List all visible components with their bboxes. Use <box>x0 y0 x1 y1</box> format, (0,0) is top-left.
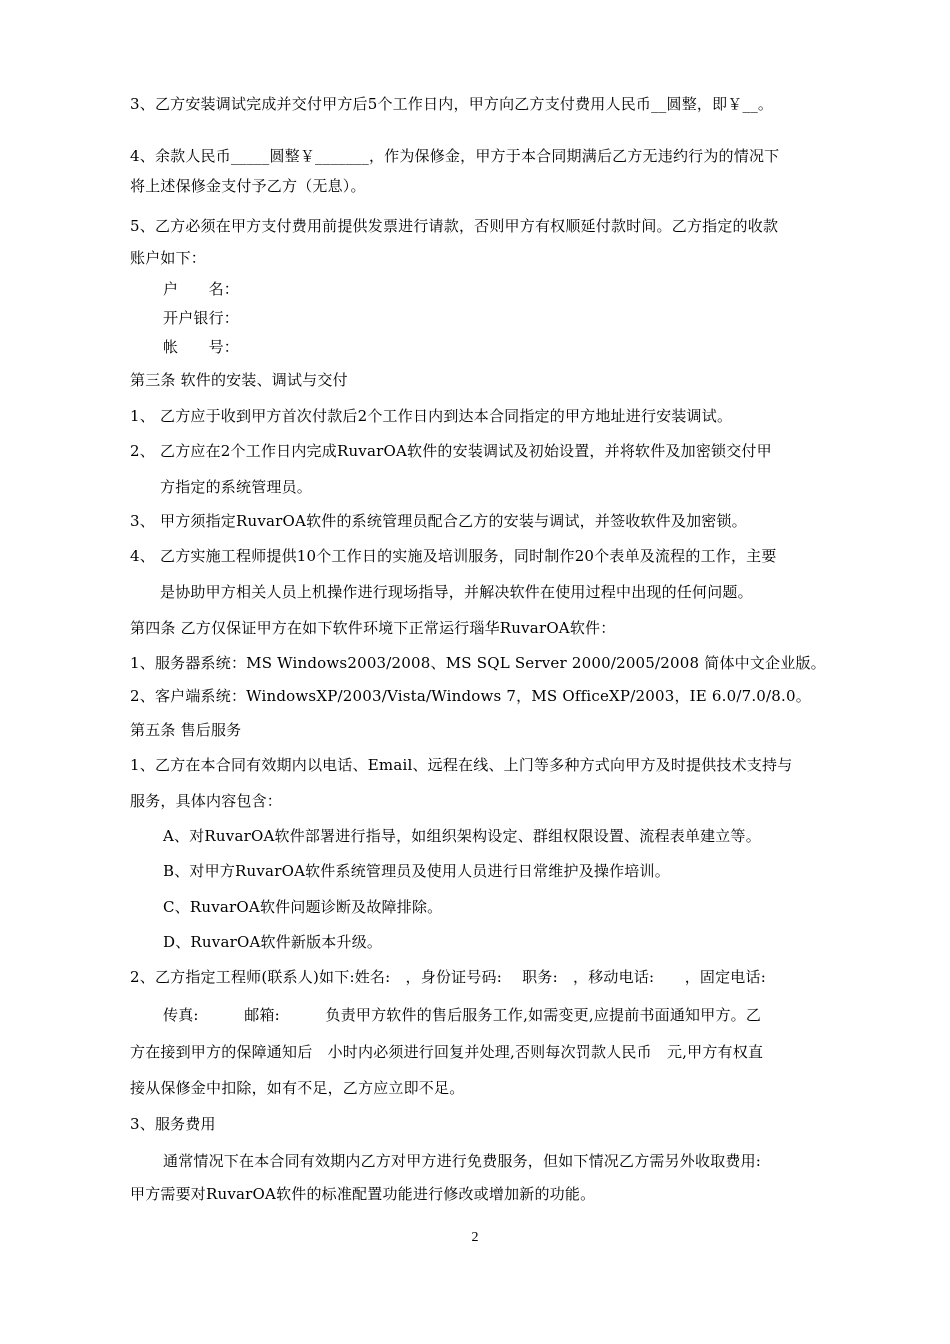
list-text: 乙方应在2个工作日内完成RuvarOA软件的安装调试及初始设置，并将软件及加密锁交付甲 <box>160 442 772 460</box>
article-5-item-1-line2: 服务，具体内容包含： <box>130 792 283 810</box>
account-bank-label: 开户银行： <box>163 309 240 327</box>
service-item-d: D、RuvarOA软件新版本升级。 <box>163 933 383 951</box>
article-5-item-2-line4: 接从保修金中扣除，如有不足，乙方应立即不足。 <box>130 1079 465 1097</box>
article-5-item-1-line1: 1、乙方在本合同有效期内以电话、Email、远程在线、上门等多种方式向甲方及时提供技术支持与 <box>130 756 793 774</box>
service-fee-title: 3、服务费用 <box>130 1115 216 1133</box>
article-4-title: 第四条 乙方仅保证甲方在如下软件环境下正常运行瑙华RuvarOA软件： <box>130 619 616 637</box>
list-number: 2、 <box>130 442 155 460</box>
article-5-item-2-line1: 2、乙方指定工程师(联系人)如下:姓名: ，身份证号码: 职务: ，移动电话: ，固定电话: <box>130 968 766 986</box>
payment-item-4-line1: 4、余款人民币_____圆整￥_______，作为保修金，甲方于本合同期满后乙方无违约行为的情况下 <box>130 147 780 165</box>
list-text: 甲方须指定RuvarOA软件的系统管理员配合乙方的安装与调试，并签收软件及加密锁。 <box>160 512 747 530</box>
payment-item-4-line2: 将上述保修金支付予乙方（无息）。 <box>130 177 366 195</box>
article-5-item-2-line3: 方在接到甲方的保障通知后 小时内必须进行回复并处理,否则每次罚款人民币 元,甲方有权直 <box>130 1043 764 1061</box>
article-4-item-1: 1、服务器系统：MS Windows2003/2008、MS SQL Server 2000/2005/2008 简体中文企业版。 <box>130 654 826 672</box>
article-3-item-3 <box>130 511 747 531</box>
article-3-item-1 <box>130 406 732 426</box>
article-3-title: 第三条 软件的安装、调试与交付 <box>130 371 348 389</box>
page-number: 2 <box>471 1230 479 1245</box>
article-3-item-4-continued: 是协助甲方相关人员上机操作进行现场指导，并解决软件在使用过程中出现的任何问题。 <box>160 583 753 601</box>
list-text: 乙方应于收到甲方首次付款后2个工作日内到达本合同指定的甲方地址进行安装调试。 <box>160 407 733 425</box>
service-fee-line1: 通常情况下在本合同有效期内乙方对甲方进行免费服务，但如下情况乙方需另外收取费用: <box>163 1152 762 1170</box>
service-item-b: B、对甲方RuvarOA软件系统管理员及使用人员进行日常维护及操作培训。 <box>163 862 670 880</box>
service-fee-line2: 甲方需要对RuvarOA软件的标准配置功能进行修改或增加新的功能。 <box>130 1185 596 1203</box>
article-3-item-2-continued: 方指定的系统管理员。 <box>160 478 313 496</box>
account-name-label: 户 名： <box>163 280 240 298</box>
article-5-item-2-line2: 传真: 邮箱: 负责甲方软件的售后服务工作,如需变更,应提前书面通知甲方。乙 <box>163 1006 762 1024</box>
article-3-item-4 <box>130 546 777 566</box>
article-4-item-2: 2、客户端系统：WindowsXP/2003/Vista/Windows 7，MS OfficeXP/2003，IE 6.0/7.0/8.0。 <box>130 687 811 705</box>
account-number-label: 帐 号： <box>163 338 240 356</box>
payment-item-3: 3、乙方安装调试完成并交付甲方后5个工作日内，甲方向乙方支付费用人民币__圆整，即￥__。 <box>130 95 774 113</box>
article-3-item-2 <box>130 441 772 461</box>
service-item-a: A、对RuvarOA软件部署进行指导，如组织架构设定、群组权限设置、流程表单建立等。 <box>163 827 761 845</box>
service-item-c: C、RuvarOA软件问题诊断及故障排除。 <box>163 898 443 916</box>
payment-item-5-line2: 账户如下： <box>130 249 207 267</box>
article-5-title: 第五条 售后服务 <box>130 721 242 739</box>
list-number: 4、 <box>130 547 155 565</box>
list-text: 乙方实施工程师提供10个工作日的实施及培训服务，同时制作20个表单及流程的工作，主要 <box>160 547 777 565</box>
payment-item-5-line1: 5、乙方必须在甲方支付费用前提供发票进行请款，否则甲方有权顺延付款时间。乙方指定的收款 <box>130 217 779 235</box>
list-number: 3、 <box>130 512 155 530</box>
list-number: 1、 <box>130 407 155 425</box>
